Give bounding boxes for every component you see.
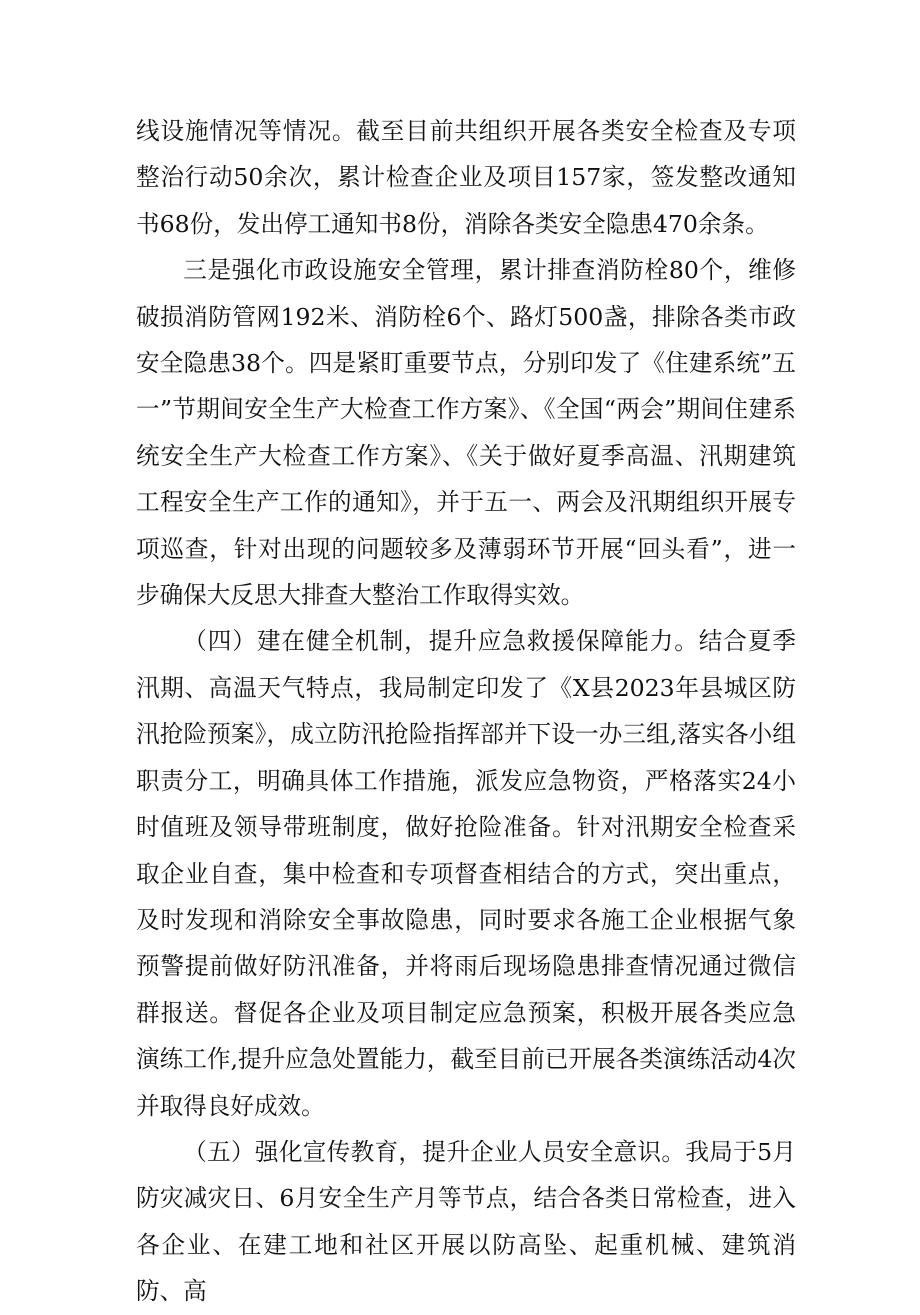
- document-body: [136, 108, 796, 1315]
- paragraph-section-five: （五）强化宣传教育，提升企业人员安全意识。我局于5月防灾减灾日、6月安全生产月等节点，结合各类日常检查，进入各企业、在建工地和社区开展以防高坠、起重机械、建筑消防、高: [136, 1137, 796, 1306]
- paragraph-continuation: 线设施情况等情况。截至目前共组织开展各类安全检查及专项整治行动50余次，累计检查企业及项目157家，签发整改通知书68份，发出停工通知书8份，消除各类安全隐患470余条。: [136, 117, 796, 238]
- paragraph-municipal-facilities: 三是强化市政设施安全管理，累计排查消防栓80个，维修破损消防管网192米、消防栓6个、路灯500盏，排除各类市政安全隐患38个。四是紧盯重要节点，分别印发了《住建系统”五一”节期间安全生产大检查工作方案》、《全国“两会”期间住建系统安全生产大检查工作方案》、《关于做好夏季高温、汛期建筑工程安全生产工作的通知》，并于五一、两会及汛期组织开展专项巡查，针对出现的问题较多及薄弱环节开展“回头看”，进一步确保大反思大排查大整治工作取得实效。: [136, 256, 796, 610]
- paragraph-section-four: （四）建在健全机制，提升应急救援保障能力。结合夏季汛期、高温天气特点，我局制定印发了《X县2023年县城区防汛抢险预案》，成立防汛抢险指挥部并下设一办三组,落实各小组职责分工，明确具体工作措施，派发应急物资，严格落实24小时值班及领导带班制度，做好抢险准备。针对汛期安全检查采取企业自查，集中检查和专项督查相结合的方式，突出重点，及时发现和消除安全事故隐患，同时要求各施工企业根据气象预警提前做好防汛准备，并将雨后现场隐患排查情况通过微信群报送。督促各企业及项目制定应急预案，积极开展各类应急演练工作,提升应急处置能力，截至目前已开展各类演练活动4次并取得良好成效。: [136, 627, 796, 1120]
